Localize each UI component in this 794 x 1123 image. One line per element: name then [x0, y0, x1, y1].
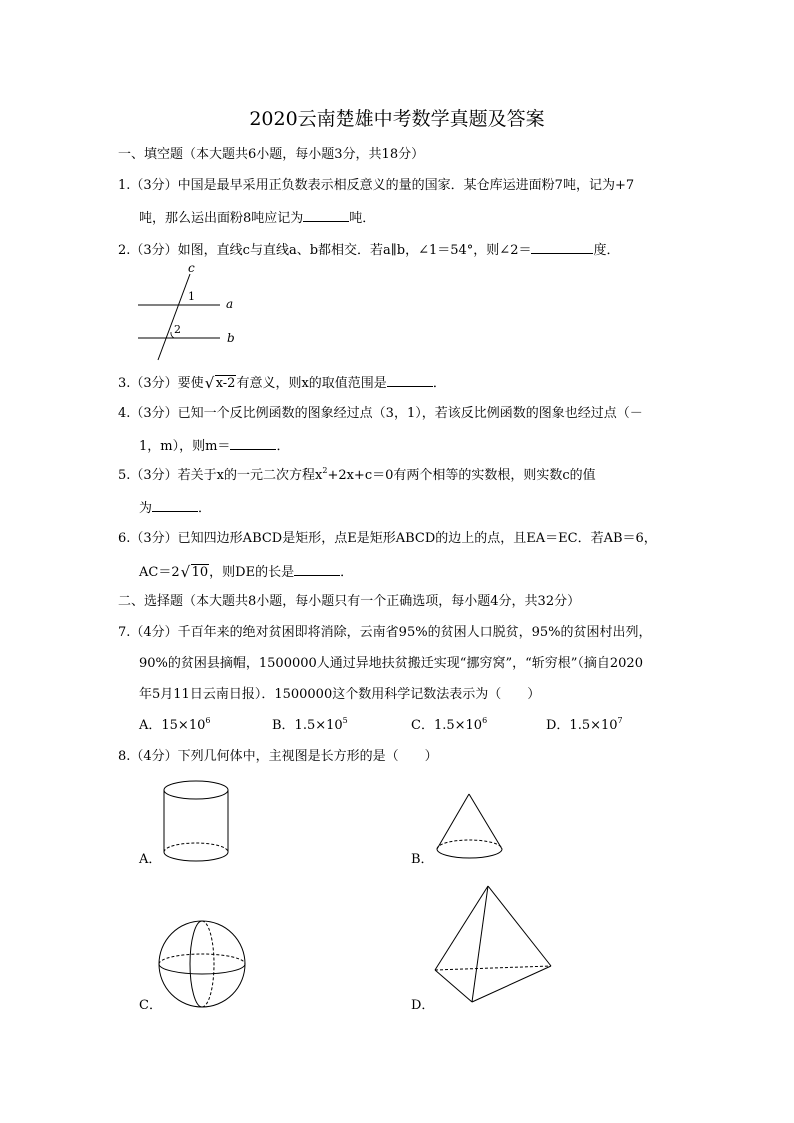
- option-a-label: A．15×10: [139, 718, 206, 733]
- question-6-end: ．: [340, 565, 354, 580]
- sqrt-sign: √: [204, 374, 215, 392]
- question-1-line-1: 1.（3分）中国是最早采用正负数表示相反意义的量的国家．某仓库运进面粉7吨，记为+7: [118, 178, 635, 193]
- question-1-unit: 吨．: [349, 211, 376, 226]
- question-3-text: 3.（3分）要使: [118, 376, 204, 391]
- question-3-line: [118, 373, 446, 393]
- option-a-figure[interactable]: A．: [139, 852, 162, 867]
- question-4-text: 1，m），则m＝: [139, 439, 231, 454]
- question-3-answer-blank[interactable]: [387, 373, 433, 387]
- radicand: x-2: [215, 376, 236, 391]
- option-b[interactable]: [272, 717, 348, 736]
- label-c: c: [188, 261, 195, 275]
- question-5-text: 5.（3分）若关于x的一元二次方程x: [118, 468, 323, 483]
- option-b-exponent: 5: [342, 716, 348, 725]
- cylinder-figure: [150, 776, 242, 866]
- option-b-label: B．1.5×10: [272, 718, 343, 733]
- sqrt-expression: [205, 375, 237, 393]
- question-5-text-2: +2x+c＝0有两个相等的实数根，则实数c的值: [327, 468, 596, 483]
- sqrt-expression: [181, 564, 210, 582]
- question-7-line-3: 年5月11日云南日报）．1500000这个数用科学记数法表示为（ ）: [139, 687, 541, 702]
- question-2-line: [118, 240, 620, 260]
- question-6-answer-blank[interactable]: [294, 562, 340, 576]
- option-b-figure[interactable]: B．: [411, 852, 434, 867]
- option-c-exponent: 6: [482, 716, 488, 725]
- question-1-line-2: [139, 208, 375, 228]
- label-b: b: [227, 331, 235, 345]
- question-6-line-2: [139, 562, 353, 582]
- angle-1-label: 1: [188, 290, 195, 303]
- option-d[interactable]: [546, 717, 623, 736]
- section-heading-choice: 二、选择题（本大题共8小题，每小题只有一个正确选项，每小题4分，共32分）: [118, 594, 581, 609]
- page-title: 2020云南楚雄中考数学真题及答案: [249, 108, 545, 130]
- question-1-text: 吨，那么运出面粉8吨应记为: [139, 211, 304, 226]
- question-1-answer-blank[interactable]: [303, 208, 349, 222]
- option-d-exponent: 7: [617, 716, 623, 725]
- sphere-figure: [155, 918, 249, 1008]
- question-6-text: AC＝2: [139, 565, 180, 580]
- option-c-figure[interactable]: C．: [139, 998, 162, 1013]
- exponent: 2: [322, 466, 328, 475]
- question-2-text: 2.（3分）如图，直线c与直线a、b都相交．若a∥b，∠1＝54°，则∠2＝: [118, 243, 532, 258]
- question-4-answer-blank[interactable]: [230, 436, 276, 450]
- question-5-line-1: [118, 467, 596, 486]
- label-a: a: [226, 297, 234, 311]
- question-3-end: ．: [432, 376, 446, 391]
- question-2-answer-blank[interactable]: [531, 240, 593, 254]
- question-7-line-2: 90%的贫困县摘帽，1500000人通过异地扶贫搬迁实现“挪穷窝”，“斩穷根”（摘自2020: [139, 656, 643, 671]
- option-d-figure[interactable]: D．: [411, 998, 435, 1013]
- option-a[interactable]: [139, 717, 210, 736]
- question-5-line-2: [139, 498, 211, 518]
- question-4-end: ．: [276, 439, 290, 454]
- question-5-answer-blank[interactable]: [152, 498, 198, 512]
- option-a-exponent: 6: [205, 716, 211, 725]
- question-5-text-3: 为: [139, 501, 153, 516]
- question-8-stem: 8.（4分）下列几何体中，主视图是长方形的是（ ）: [118, 749, 438, 764]
- question-3-text-2: 有意义，则x的取值范围是: [236, 376, 387, 391]
- question-2-unit: 度．: [593, 243, 620, 258]
- question-4-line-1: 4.（3分）已知一个反比例函数的图象经过点（3，1），若该反比例函数的图象也经过点（－: [118, 406, 643, 421]
- parallel-lines-figure: [130, 260, 250, 364]
- section-heading-fill-in: 一、填空题（本大题共6小题，每小题3分，共18分）: [118, 147, 425, 162]
- cone-figure: [430, 790, 510, 862]
- angle-2-label: 2: [174, 323, 181, 336]
- option-c[interactable]: [411, 717, 487, 736]
- question-6-line-1: 6.（3分）已知四边形ABCD是矩形，点E是矩形ABCD的边上的点，且EA＝EC．若AB＝6，: [118, 531, 657, 546]
- radicand: 10: [191, 565, 209, 580]
- question-5-end: ．: [198, 501, 212, 516]
- line-c: [158, 274, 190, 360]
- question-6-text-2: ，则DE的长是: [209, 565, 295, 580]
- option-d-label: D．1.5×10: [546, 718, 618, 733]
- option-c-label: C．1.5×10: [411, 718, 483, 733]
- question-4-line-2: [139, 436, 289, 456]
- sqrt-sign: √: [180, 563, 191, 581]
- pyramid-figure: [430, 882, 556, 1006]
- question-7-line-1: 7.（4分）千百年来的绝对贫困即将消除，云南省95%的贫困人口脱贫，95%的贫困村出列，: [118, 625, 652, 640]
